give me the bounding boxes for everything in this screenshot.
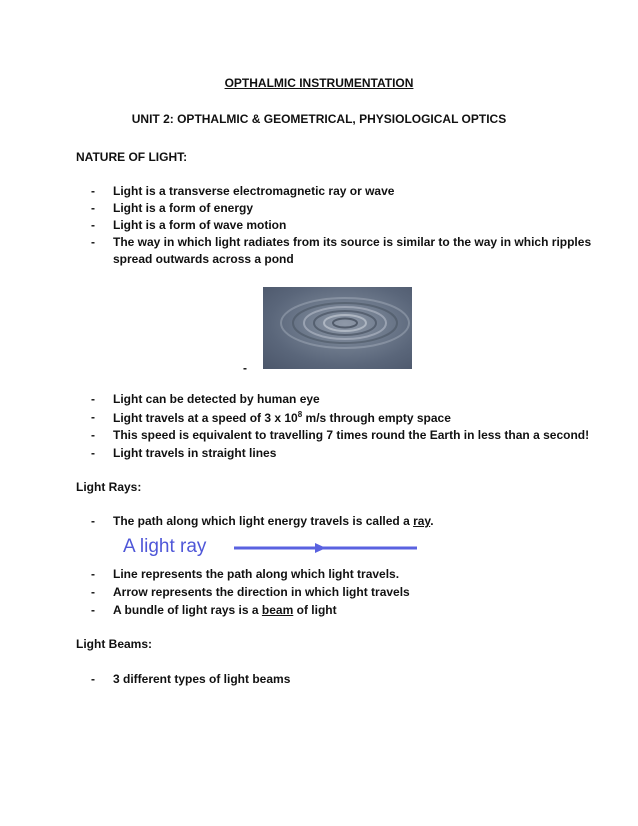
- list-item-speed: [113, 410, 451, 425]
- exponent: 8: [297, 410, 303, 419]
- heading-light-rays: Light Rays:: [76, 480, 142, 494]
- image-caption: -: [243, 361, 247, 375]
- light-ray-arrow: [233, 540, 419, 556]
- light-ray-label: A light ray: [123, 536, 207, 557]
- bullet: -: [91, 567, 95, 581]
- heading-nature-of-light: NATURE OF LIGHT:: [76, 150, 188, 164]
- bullet: -: [91, 184, 95, 198]
- heading-light-beams: Light Beams:: [76, 637, 153, 651]
- list-item: Arrow represents the direction in which light travels: [113, 585, 410, 599]
- ripple-image: [263, 287, 412, 369]
- document-title: OPTHALMIC INSTRUMENTATION: [224, 76, 414, 90]
- bullet: -: [91, 201, 95, 215]
- bullet: -: [91, 235, 95, 249]
- bullet: -: [91, 514, 95, 528]
- bullet: -: [91, 603, 95, 617]
- list-item: Light is a form of energy: [113, 201, 254, 215]
- list-item-beam: [113, 603, 337, 617]
- list-item: Light is a form of wave motion: [113, 218, 287, 232]
- speed-unit: m/s through empty space: [302, 411, 451, 425]
- beam-text: A bundle of light rays is a: [113, 603, 262, 617]
- bullet: -: [91, 585, 95, 599]
- speed-text: Light travels at a speed of 3 x 10: [113, 411, 298, 425]
- list-item-ray-definition: [113, 514, 434, 528]
- bullet: -: [91, 672, 95, 686]
- bullet: -: [91, 446, 95, 460]
- list-item: This speed is equivalent to travelling 7 times round the Earth in less than a second!: [113, 428, 590, 442]
- unit-title: UNIT 2: OPTHALMIC & GEOMETRICAL, PHYSIOLOGICAL OPTICS: [131, 112, 507, 126]
- list-item: The way in which light radiates from its source is similar to the way in which ripples: [113, 235, 592, 249]
- list-item: 3 different types of light beams: [113, 672, 291, 686]
- beam-word: beam: [261, 603, 294, 617]
- list-item: Line represents the path along which light travels.: [113, 567, 400, 581]
- list-item-continuation: spread outwards across a pond: [113, 252, 294, 266]
- beam-text-end: of light: [293, 603, 337, 617]
- bullet: -: [91, 428, 95, 442]
- ray-definition-text: The path along which light energy travels is called a: [113, 514, 414, 528]
- ray-period: .: [430, 514, 434, 528]
- bullet: -: [91, 218, 95, 232]
- list-item: Light can be detected by human eye: [113, 392, 320, 406]
- list-item: Light is a transverse electromagnetic ray or wave: [113, 184, 395, 198]
- bullet: -: [91, 392, 95, 406]
- list-item: Light travels in straight lines: [113, 446, 277, 460]
- bullet: -: [91, 410, 95, 424]
- ray-word: ray: [413, 514, 431, 528]
